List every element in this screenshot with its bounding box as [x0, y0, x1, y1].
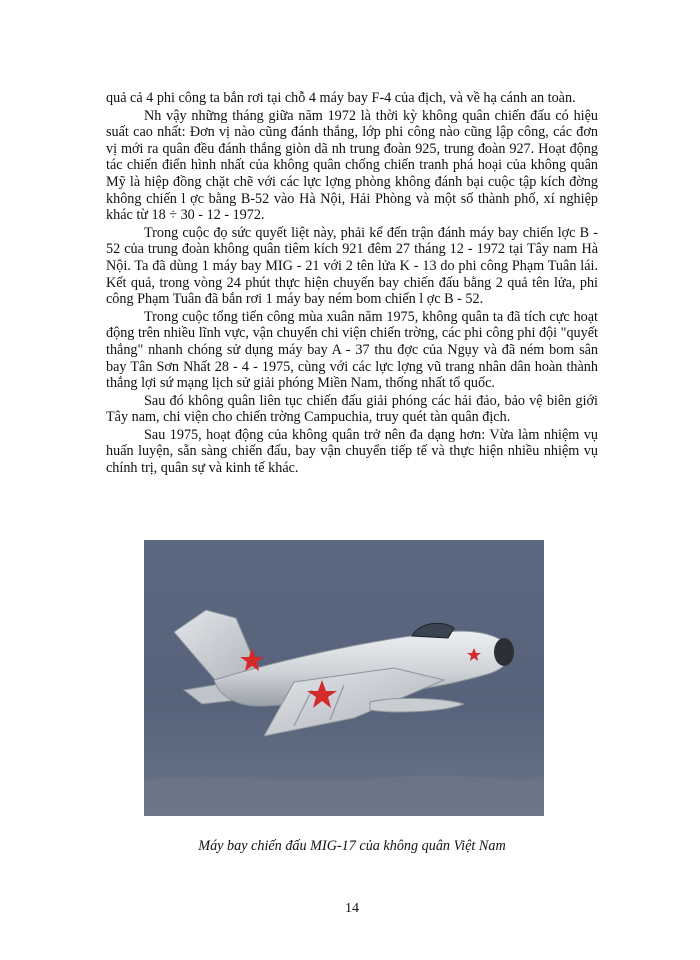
- page-number: 14: [345, 901, 359, 916]
- nose-intake: [494, 638, 514, 666]
- mig17-photo: [144, 540, 544, 816]
- mig17-aircraft-illustration: [144, 540, 544, 816]
- body-text: [106, 90, 598, 478]
- paragraph-2: Nh vậy những tháng giữa năm 1972 là thời kỳ không quân chiến đấu có hiệu suất cao nhất: Đơn vị nào cũng đánh thắng, lớp phi công nào cũng lập công, các đơn vị mới ra quân đều đánh thắng giòn dã nh trung đoàn 925, trung đoàn 927. Hoạt động tác chiến điển hình nhất của không quân chống chiến tranh phá hoại của không quân Mỹ là hiệp đồng chặt chẽ với các lực lợng phòng không đánh bại cuộc tập kích đờng không chiến l ợc bằng B-52 vào Hà Nội, Hải Phòng và một số thành phố, xí nghiệp khác từ 18 ÷ 30 - 12 - 1972.: [106, 107, 598, 224]
- paragraph-5: Sau đó không quân liên tục chiến đấu giải phóng các hải đảo, bảo vệ biên giới Tây nam, chi viện cho chiến trờng Campuchia, truy quét tàn quân địch.: [106, 392, 598, 426]
- paragraph-1: quả cả 4 phi công ta bắn rơi tại chỗ 4 máy bay F-4 của địch, và về hạ cánh an toàn.: [106, 90, 576, 106]
- figure-caption: Máy bay chiến đấu MIG-17 của không quân Việt Nam: [198, 838, 506, 854]
- paragraph-4: Trong cuộc tổng tiến công mùa xuân năm 1975, không quân ta đã tích cực hoạt động trên nhiều lĩnh vực, vận chuyển chi viện chiến trờng, các phi công phi đội "quyết thắng" nhanh chóng sử dụng máy bay A - 37 thu đợc của Ngụy và đã ném bom sân bay Tân Sơn Nhất 28 - 4 - 1975, cùng với các lực lợng vũ trang nhân dân hoàn thành thắng lợi sứ mạng lịch sử giải phóng Miền Nam, thống nhất tổ quốc.: [106, 308, 598, 392]
- paragraph-6: Sau 1975, hoạt động của không quân trở nên đa dạng hơn: Vừa làm nhiệm vụ huấn luyện, sẵn sàng chiến đấu, bay vận chuyển tiếp tế và thực hiện nhiều nhiệm vụ chính trị, quân sự và kinh tế khác.: [106, 426, 598, 477]
- terrain-haze: [144, 775, 544, 816]
- paragraph-3: Trong cuộc đọ sức quyết liệt này, phải kể đến trận đánh máy bay chiến lợc B - 52 của trung đoàn không quân tiêm kích 921 đêm 27 tháng 12 - 1972 tại Tây nam Hà Nội. Ta đã dùng 1 máy bay MIG - 21 với 2 tên lửa K - 13 do phi công Phạm Tuân lái. Kết quả, trong vòng 24 phút thực hiện chuyến bay chiến đấu bằng 2 quả tên lửa, phi công Phạm Tuân đã bắn rơi 1 máy bay ném bom chiến l ợc B - 52.: [106, 224, 598, 308]
